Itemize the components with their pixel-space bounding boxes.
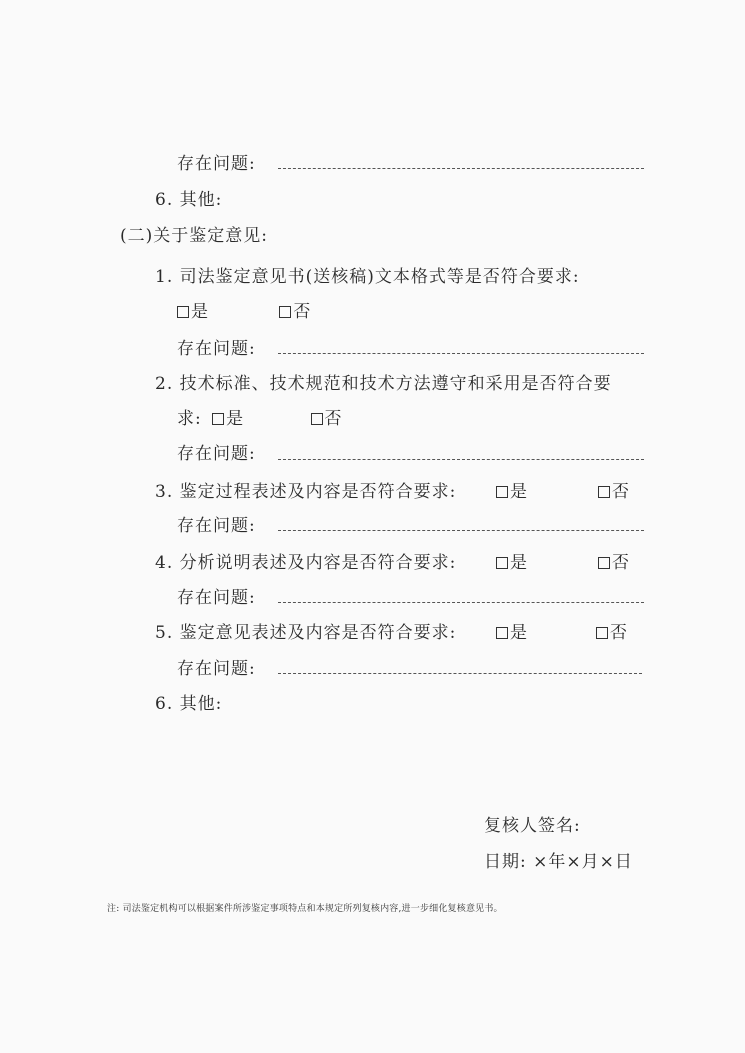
- checkbox-icon[interactable]: [496, 557, 508, 569]
- problem-label: 存在问题:: [177, 444, 256, 464]
- item-5-text: 5. 鉴定意见表述及内容是否符合要求:: [155, 623, 457, 643]
- option-yes[interactable]: 是: [496, 480, 528, 504]
- checkbox-icon[interactable]: [598, 557, 610, 569]
- problem-label: 存在问题:: [177, 659, 256, 679]
- option-no[interactable]: 否: [596, 621, 628, 645]
- checkbox-icon[interactable]: [496, 486, 508, 498]
- fill-in-line[interactable]: [278, 530, 644, 531]
- item-1-options: [177, 300, 311, 324]
- problem-label: 存在问题:: [177, 339, 256, 359]
- problem-label: 存在问题:: [177, 516, 256, 536]
- option-no[interactable]: 否: [279, 300, 311, 324]
- item-2-options: 求: 是 否: [177, 409, 343, 429]
- signature-label: 复核人签名:: [484, 816, 581, 836]
- checkbox-icon[interactable]: [212, 413, 224, 425]
- option-yes[interactable]: 是: [212, 407, 244, 431]
- item-2-text: 2. 技术标准、技术规范和技术方法遵守和采用是否符合要: [155, 374, 612, 394]
- option-no[interactable]: 否: [598, 551, 630, 575]
- date-label: 日期: ×年×月×日: [484, 852, 633, 872]
- item-3-text: 3. 鉴定过程表述及内容是否符合要求:: [155, 482, 457, 502]
- problem-label: 存在问题:: [177, 588, 256, 608]
- option-no[interactable]: 否: [598, 480, 630, 504]
- fill-in-line[interactable]: [278, 353, 644, 354]
- checkbox-icon[interactable]: [177, 306, 189, 318]
- option-yes[interactable]: 是: [496, 621, 528, 645]
- footnote: 注: 司法鉴定机构可以根据案件所涉鉴定事项特点和本规定所列复核内容,进一步细化复核意见书。: [107, 904, 503, 914]
- item-4-text: 4. 分析说明表述及内容是否符合要求:: [155, 553, 457, 573]
- fill-in-line[interactable]: [278, 602, 644, 603]
- item-6-text: 6. 其他:: [155, 694, 223, 714]
- option-yes[interactable]: 是: [496, 551, 528, 575]
- checkbox-icon[interactable]: [596, 627, 608, 639]
- section1-item6: 6. 其他:: [155, 190, 223, 210]
- checkbox-icon[interactable]: [311, 413, 323, 425]
- item-1-text: 1. 司法鉴定意见书(送核稿)文本格式等是否符合要求:: [155, 267, 580, 287]
- problem-label: 存在问题:: [177, 154, 256, 174]
- checkbox-icon[interactable]: [279, 306, 291, 318]
- option-yes[interactable]: 是: [177, 300, 209, 324]
- option-no[interactable]: 否: [311, 407, 343, 431]
- checkbox-icon[interactable]: [598, 486, 610, 498]
- fill-in-line[interactable]: [278, 673, 642, 674]
- checkbox-icon[interactable]: [496, 627, 508, 639]
- fill-in-line[interactable]: [278, 459, 644, 460]
- fill-in-line[interactable]: [278, 168, 644, 169]
- section2-heading: (二)关于鉴定意见:: [120, 226, 268, 246]
